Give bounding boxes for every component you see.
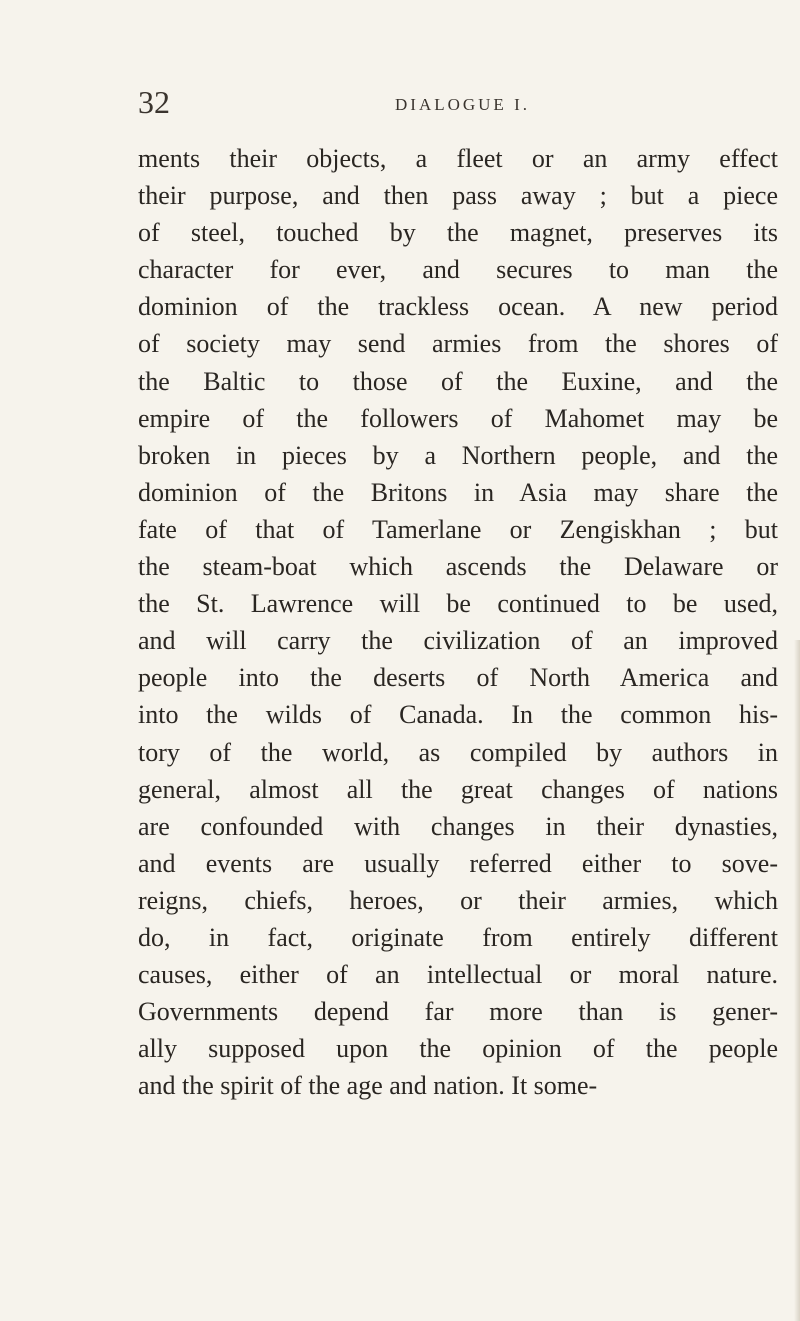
text-line: causes, either of an intellectual or moral nature. — [138, 960, 778, 990]
text-line: reigns, chiefs, heroes, or their armies, which — [138, 885, 778, 915]
running-title: DIALOGUE I. — [395, 95, 530, 114]
text-line: general, almost all the great changes of nations — [138, 774, 778, 804]
text-line: dominion of the trackless ocean. A new period — [138, 292, 778, 322]
body-text — [138, 140, 778, 1104]
text-line: and will carry the civilization of an improved — [138, 626, 778, 656]
text-line: the steam-boat which ascends the Delaware or — [138, 552, 778, 582]
text-line: their purpose, and then pass away ; but a piece — [138, 181, 778, 211]
text-line: dominion of the Britons in Asia may share the — [138, 477, 778, 507]
page-edge-shadow — [794, 640, 800, 1321]
text-line: the Baltic to those of the Euxine, and the — [138, 366, 778, 396]
text-line: Governments depend far more than is gener- — [138, 997, 778, 1027]
text-line: tory of the world, as compiled by authors in — [138, 737, 778, 767]
text-line: and events are usually referred either to sove- — [138, 848, 778, 878]
text-line: broken in pieces by a Northern people, and the — [138, 440, 778, 470]
text-line: character for ever, and secures to man the — [138, 255, 778, 285]
text-line: ments their objects, a fleet or an army effect — [138, 144, 778, 173]
page-header — [138, 82, 778, 122]
page-number: 32 — [138, 84, 170, 120]
text-line: people into the deserts of North America and — [138, 663, 778, 693]
text-line: empire of the followers of Mahomet may be — [138, 403, 778, 433]
text-line: ally supposed upon the opinion of the people — [138, 1034, 778, 1064]
text-line: of society may send armies from the shores of — [138, 329, 778, 359]
text-line: do, in fact, originate from entirely different — [138, 922, 778, 952]
text-line: of steel, touched by the magnet, preserves its — [138, 218, 778, 248]
text-line: and the spirit of the age and nation. It some- — [138, 1071, 598, 1101]
text-line: the St. Lawrence will be continued to be used, — [138, 589, 778, 619]
text-line: fate of that of Tamerlane or Zengiskhan ; but — [138, 514, 778, 544]
text-line: are confounded with changes in their dynasties, — [138, 811, 778, 841]
text-line: into the wilds of Canada. In the common his- — [138, 700, 778, 730]
